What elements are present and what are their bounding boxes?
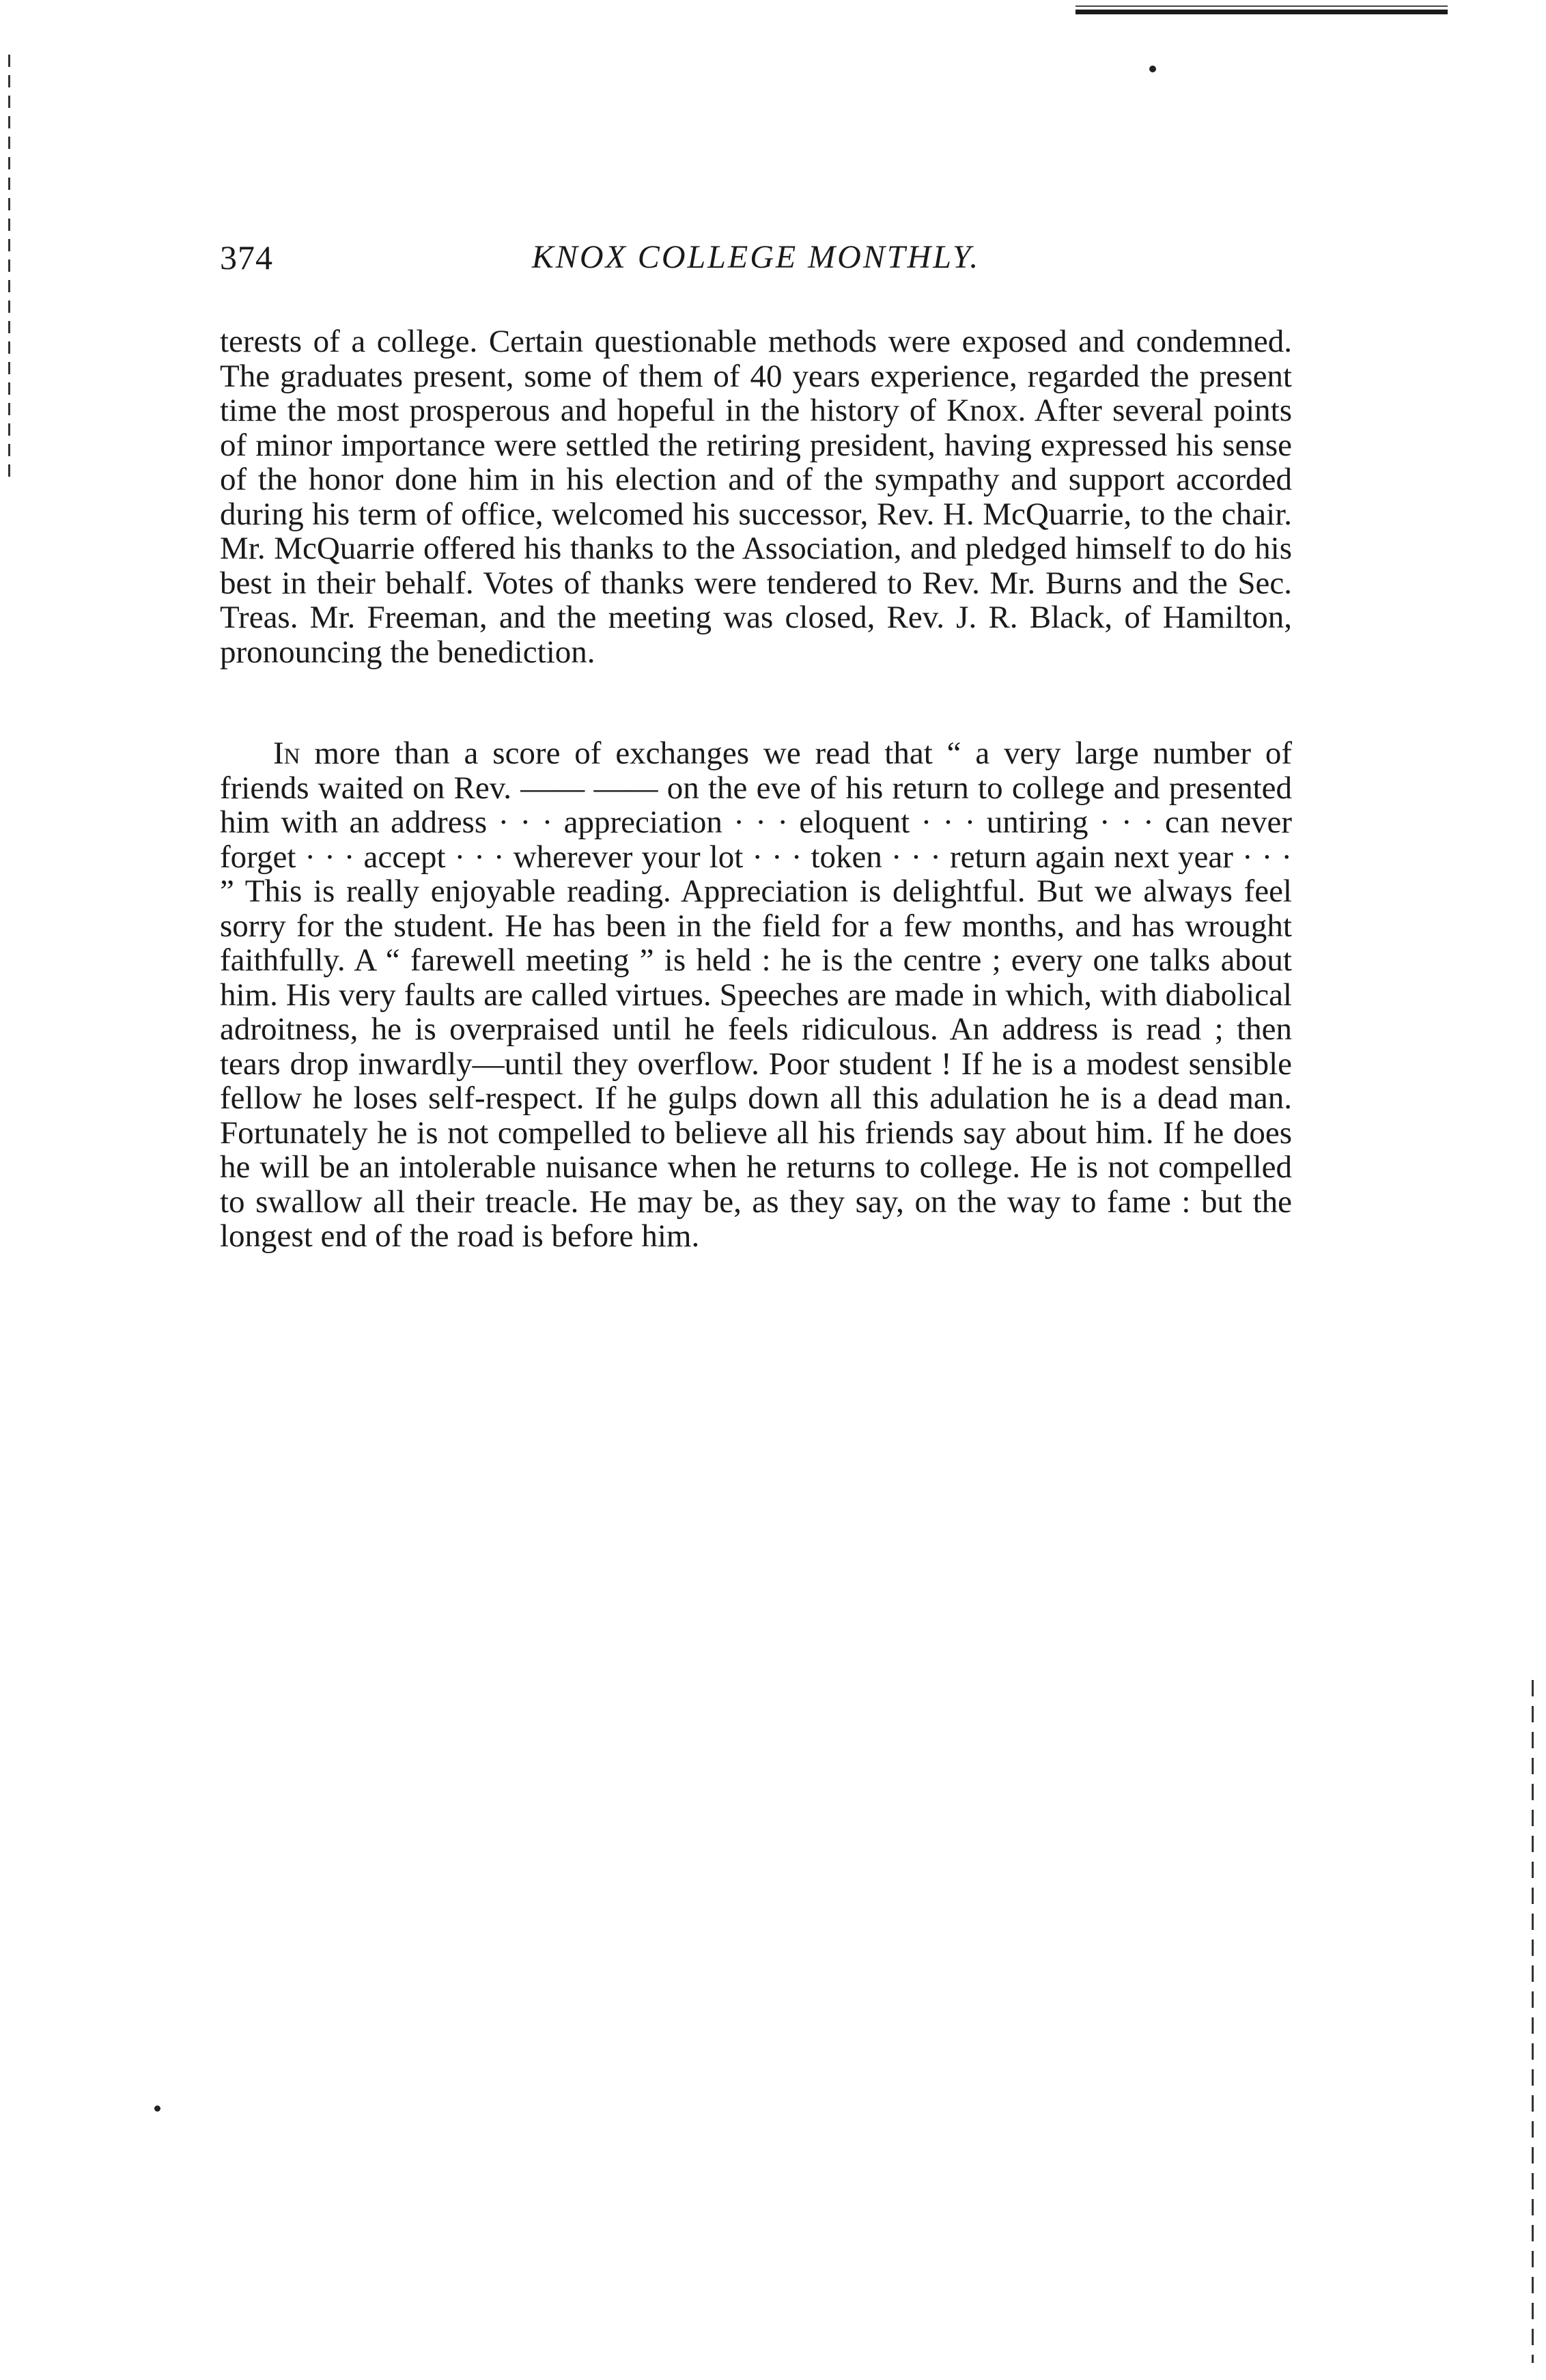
article-paragraph-1 — [220, 324, 1292, 669]
page-number: 374 — [220, 238, 273, 277]
top-edge-rule — [1076, 10, 1448, 14]
paragraph-text: terests of a college. Certain questionable methods were exposed and condemned. The graduates present, some of them of 40 years experience, regarded the present time the most prosperous and hopeful in the history of Knox. After several points of minor importance were settled the retiring president, having expressed his sense of the honor done him in his election and of the sympathy and support accorded during his term of office, welcomed his successor, Rev. H. McQuarrie, to the chair. Mr. McQuarrie offered his thanks to the Association, and pledged himself to do his best in their behalf. Votes of thanks were tendered to Rev. Mr. Burns and the Sec. Treas. Mr. Freeman, and the meeting was closed, Rev. J. R. Black, of Hamilton, pronouncing the benediction. — [220, 324, 1292, 670]
left-scan-edge — [8, 55, 10, 478]
article-paragraph-2 — [220, 736, 1292, 1254]
paragraph-body: more than a score of exchanges we read that “ a very large number of friends waited on Rev. —— —— on the eve of his return to college and presented him with an address · · · appreciation · · · eloquent · · · untiring · · · can never forget · · · accept · · · wherever your lot · · · token · · · return again next year · · · ” This is really enjoyable reading. Appreciation is delightful. But we always feel sorry for the student. He has been in the field for a few months, and has wrought faithfully. A “ farewell meeting ” is held : he is the centre ; every one talks about him. His very faults are called virtues. Speeches are made in which, with diabolical adroitness, he is overpraised until he feels ridiculous. An address is read ; then tears drop inwardly—until they overflow. Poor student ! If he is a modest sensible fellow he loses self-respect. If he gulps down all this adulation he is a dead man. Fortunately he is not compelled to believe all his friends say about him. If he does he will be an intolerable nuisance when he returns to college. He is not compelled to swallow all their treacle. He may be, as they say, on the way to fame : but the longest end of the road is before him. — [220, 736, 1292, 1254]
running-title: KNOX COLLEGE MONTHLY. — [531, 239, 981, 275]
right-scan-edge — [1532, 1680, 1534, 2363]
scan-speck — [154, 2105, 160, 2112]
scan-speck — [1149, 66, 1156, 72]
paragraph-text — [220, 736, 1292, 1254]
top-edge-rule-thin — [1076, 5, 1448, 7]
running-head — [220, 234, 1292, 281]
paragraph-opening-word: In — [273, 736, 300, 771]
